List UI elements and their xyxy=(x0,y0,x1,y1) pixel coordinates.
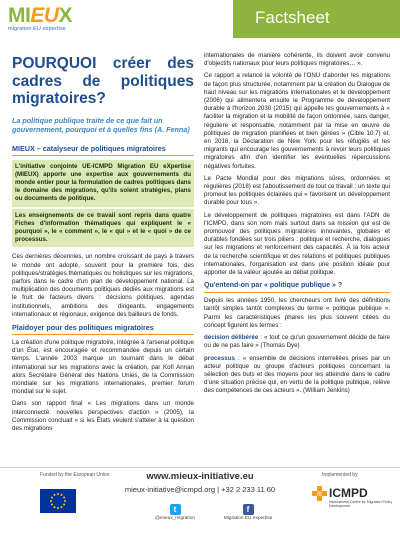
section-divider xyxy=(204,292,390,293)
definition-processus-text: : « ensemble de décisions interreliées prises par un acteur politique ou groupe d'acteurs politiques concernant la sélection des buts et des moyens pour les atteindre dans le cadre d'une situation précise qui, en vertu de la politique publique, relève des compétences de ces acteurs ». (William Jenkins) xyxy=(204,354,390,395)
icmpd-logo-icon xyxy=(312,486,327,501)
paragraph-rapport: Dans son rapport final « Les migrations dans un monde interconnecté: nouvelles perspectives d'action » (2005), la Commission concluait « si les États veulent s'atteler à la question des migrations xyxy=(12,400,194,432)
twitter-icon: t xyxy=(170,504,181,515)
facebook-handle: Migration EU expertise xyxy=(223,516,273,521)
section-divider xyxy=(12,334,194,335)
facebook-icon: f xyxy=(243,504,254,515)
twitter-link[interactable] xyxy=(140,504,210,521)
website-link[interactable]: www.mieux-initiative.eu xyxy=(146,471,254,482)
icmpd-name: ICMPD xyxy=(329,486,368,500)
section-title-plaidoyer: Plaidoyer pour des politiques migratoires xyxy=(12,322,154,332)
page-footer xyxy=(0,467,400,550)
highlight-box-2: Les enseignements de ce travail sont repris dans quatre Fiches d'information thématiques qui expliquent le « pourquoi », le « comment », le « qui » et le « quoi » de ce processus. xyxy=(12,209,194,248)
banner-label: Factsheet xyxy=(255,8,330,27)
paragraph-continuation: internationales de manière cohérente, ils doivent avoir convenu d'objectifs nationaux pour leurs politiques migratoires… ». xyxy=(204,52,390,68)
eu-flag-icon xyxy=(40,489,76,513)
paragraph-intro: Ces dernières décennies, un nombre croissant de pays à travers le monde ont adopté, souvent pour la première fois, des politiques/stratégies thématiques ou holistiques sur les migrations, parfois dans le cadre d'un plan de développement national. La multiplication des documents politiques dédiés aux migrations est le fruit de facteurs divers : décisions politiques, agendas institutionnels, ambitions des dirigeants, engagements internationaux et régionaux, exigence des bailleurs de fonds. xyxy=(12,253,194,318)
definition-decision-text: : « tout ce qu'un gouvernement décide de faire ou de ne pas faire » (Thomas Dye) xyxy=(204,334,390,350)
paragraph-definitions: Depuis les années 1950, les chercheurs ont livré des définitions tantôt simples tantôt complexes du terme « politique publique ». Parmi les caractéristiques phares les plus souvent citées du concept figurent les termes : xyxy=(204,297,390,329)
section-title-politique: Qu'entend-on par « politique publique » ? xyxy=(204,282,343,290)
highlight-box-1: L'initiative conjointe UE-ICMPD Migration EU eXpertise (MIEUX) apporte une expertise aux gouvernements du monde entier pour la formulation de cadres politiques dans le domaine des migrations, qu'ils soient stratégies, plans ou documents de politique. xyxy=(12,160,194,207)
contact-line[interactable]: mieux-initiative@icmpd.org | +32 2 233 11 60 xyxy=(124,485,276,494)
term-decision: décision délibérée xyxy=(204,334,259,342)
mieux-logo xyxy=(8,4,72,32)
icmpd-description: International Centre for Migration Policy Development xyxy=(329,500,393,509)
paragraph-pacte: Le Pacte Mondial pour des migrations sûres, ordonnées et régulières (2018) est l'aboutissement de tout ce travail : un texte qui promeut les politiques éclairées qui « favorisent un développement durable pour tous ». xyxy=(204,174,390,207)
page-header xyxy=(0,0,400,45)
funded-label: Funded by the European Union xyxy=(40,472,110,478)
paragraph-onu: Ce rapport a relancé la volonté de l'ONU d'aborder les migrations de façon plus structurée, notamment par la création du Dialogue de haut niveau sur les migrations internationales et le développement (2006) qui alimentera ensuite le Programme de développement durable à l'horizon 2030 (2015) qui appelle les gouvernements à « faciliter la migration et la mobilité de façon ordonnée, sans danger, régulière et responsable, notamment par la mise en œuvre de politiques de migration planifiées et bien gérées » (Cible 10.7) et, en 2016, la Déclaration de New York pour les réfugiés et les migrants qui encourage les gouvernements à revoir leurs politiques migratoires afin d'en identifier les éventuelles répercussions négatives fortuites. xyxy=(204,72,390,170)
section-divider xyxy=(12,155,194,156)
section-title-mieux: MIEUX – catalyseur de politiques migratoires xyxy=(12,143,166,153)
logo-subtitle: migration EU expertise xyxy=(8,26,66,32)
paragraph-plaidoyer: La création d'une politique migratoire, intégrée à l'arsenal politique d'un État, est encouragée et recommandée depuis un certain temps. L'année 2003 marque un tournant dans le débat international sur les migrations avec la création, par Kofi Annan alors Secrétaire Général des Nations Unies, de la Commission mondiale sur les migrations internationales, premier forum mondial sur le sujet. xyxy=(12,338,194,396)
logo-wordmark: MIEUX xyxy=(8,4,73,27)
twitter-handle: @mieux_migration xyxy=(154,516,196,521)
page-title: POURQUOI créer des cadres de politiques migratoires? xyxy=(12,55,194,107)
facebook-link[interactable] xyxy=(208,504,288,521)
implemented-label: Implemented by xyxy=(322,472,358,478)
right-column xyxy=(204,52,390,400)
definition-processus xyxy=(204,355,390,396)
lede-quote: La politique publique traite de ce que fait un gouvernement, pourquoi et à quelles fins (A. Fenna) xyxy=(12,115,190,134)
factsheet-banner xyxy=(233,0,400,38)
paragraph-icmpd: Le développement de politiques migratoires est dans l'ADN de l'ICMPD, dans son nom mais surtout dans sa mission qui est de promouvoir des politiques migratoires innovantes, globales et durables fondées sur trois piliers : politique et recherche, dialogues sur les migrations et renforcement des capacités. À la fois acteur de la recherche scientifique et des relations et politiques publiques internationales, l'organisation est dans une position idéale pour apporter de la valeur ajoutée au débat politique. xyxy=(204,211,390,277)
term-processus: processus xyxy=(204,354,235,362)
definition-decision xyxy=(204,334,390,350)
left-column xyxy=(12,52,194,437)
